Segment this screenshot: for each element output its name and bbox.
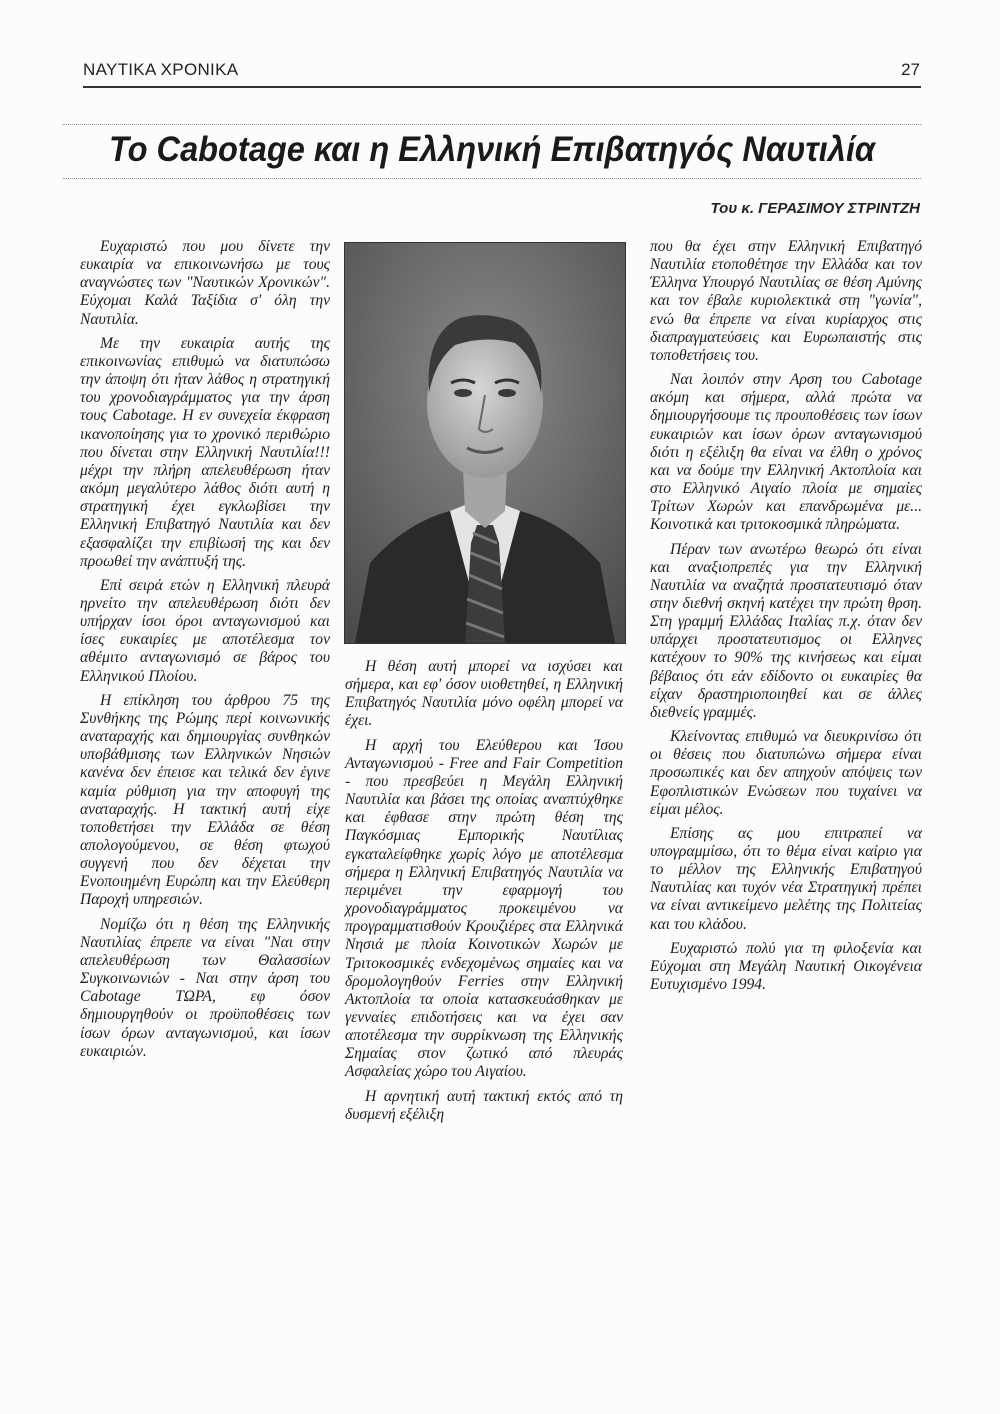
paragraph: Η θέση αυτή μπορεί να ισχύσει και σήμερα, και εφ' όσον υιοθετηθεί, η Ελληνική Επιβατηγός Ναυτιλία μόνο οφέλη μπορεί να έχει.: [345, 658, 623, 730]
article-author: Του κ. ΓΕΡΑΣΙΜΟΥ ΣΤΡΙΝΤΖΗ: [710, 200, 920, 217]
paragraph: Η αρχή του Ελεύθερου και Ίσου Ανταγωνισμού - Free and Fair Competition - που πρεσβεύει η Μεγάλη Ελληνική Ναυτιλία και βάσει της οποίας αναπτύχθηκε και έφθασε στην πρώτη θέση της Παγκόσμιας Εμπορικής Ναυτίλιας εγκαταλείφθηκε χωρίς λόγο με αποτέλεσμα σήμερα η Ελληνική Επιβατηγός Ναυτιλία να περιμένει την εφαρμογή του χρονοδιαγράμματος προκειμένου να προγραμματισθούν Κρουζιέρες στα Ελληνικά Νησιά με πλοία Κοινοτικών Χωρών με Τριτοκοσμικές ενδεχομένως σημαίες και να δρομολογηθούν Ferries στην Ελληνική Ακτοπλοία τα οποία κατασκευάσθηκαν με γενναίες επιδοτήσεις και να έχει σαν αποτέλεσμα την συρρίκνωση της Ελληνικής Σημαίας στον ζωτικό από πλευράς Ασφαλείας χώρο του Αιγαίου.: [345, 736, 623, 1081]
text-column-1: [80, 238, 330, 1067]
publication-name: ΝΑΥΤΙΚΑ ΧΡΟΝΙΚΑ: [83, 60, 239, 79]
header-rule: [83, 86, 921, 88]
paragraph: Κλείνοντας επιθυμώ να διευκρινίσω ότι οι θέσεις που διατυπώνω σήμερα είναι προσωπικές και δεν απηχούν απόψεις των Εφοπλιστικών Ενώσεων που τυχαίνει να είμαι μέλος.: [650, 728, 922, 818]
text-column-3: [650, 238, 922, 1000]
paragraph: Η αρνητική αυτή τακτική εκτός από τη δυσμενή εξέλιξη: [345, 1087, 623, 1123]
paragraph: Νομίζω ότι η θέση της Ελληνικής Ναυτιλίας έπρεπε να είναι "Ναι στην απελευθέρωση των Θαλασσίων Συγκοινωνιών - Ναι στην άρση του Cabotage ΤΩΡΑ, εφ όσον δημιουργηθούν οι προϋποθέσεις των ίσων όρων ανταγωνισμού, και ίσων ευκαιριών.: [80, 915, 330, 1060]
paragraph: Με την ευκαιρία αυτής της επικοινωνίας επιθυμώ να διατυπώσω την άποψη ότι ήταν λάθος η στρατηγική του χρονοδιαγράμματος για την άρση τους Cabotage. Η εν συνεχεία έκφραση ικανοποίησης για το χρονικό περιθώριο που δίνεται στην Ελληνική Ναυτιλία!!! μέχρι την πλήρη απελευθέρωση ήταν ακόμη μεγαλύτερο λάθος διότι αυτή η στρατηγική έχει εγκλωβίσει την Ελληνική Επιβατηγό Ναυτιλία και δεν εξασφαλίζει την επιβίωσή της και δεν προωθεί την ανάπτυξή της.: [80, 334, 330, 570]
paragraph: Πέραν των ανωτέρω θεωρώ ότι είναι και αναξιοπρεπές για την Ελληνική Ναυτιλία να αναζητά προστατευτισμό όταν στην διεθνή σκηνή κατέχει την πρώτη θρση. Στη γραμμή Ελλάδας Ιταλίας π.χ. όταν δεν υπάρχει προστατευτισμος οι Ελληνες κατέχουν το 90% της κινήσεως και είμαι βέβαιος ότι εάν εδίδοντο οι ευκαιρίες θα είχαν δραστηριοποιηθεί και σε άλλες διεθνείς γραμμές.: [650, 540, 922, 721]
portrait-photo: [344, 242, 626, 644]
paragraph: Ευχαριστώ πολύ για τη φιλοξενία και Εύχομαι στη Μεγάλη Ναυτική Οικογένεια Ευτυχισμένο 1994.: [650, 939, 922, 994]
article-title: To Cabotage και η Ελληνική Επιβατηγός Ναυτιλία: [108, 130, 876, 169]
paragraph: Επί σειρά ετών η Ελληνική πλευρά ηρνείτο την απελευθέρωση διότι δεν υπήρχαν ίσοι όροι ανταγωνισμού και ίσες ευκαιρίες με αποτέλεσμα τον αθέμιτο ανταγωνισμό σε βάρος του Ελληνικού Πλοίου.: [80, 576, 330, 685]
title-rule-top: [63, 124, 921, 125]
paragraph: Επίσης ας μου επιτραπεί να υπογραμμίσω, ότι το θέμα είναι καίριο για το μέλλον της Ελληνικής Επιβατηγού Ναυτιλίας και τυχόν νέα Στρατηγική πρέπει να είναι αντικείμενο μελέτης της Πολιτείας και του κλάδου.: [650, 824, 922, 933]
portrait-photo-icon: [345, 243, 625, 643]
title-rule-bottom: [63, 178, 921, 179]
paragraph: που θα έχει στην Ελληνική Επιβατηγό Ναυτιλία ετοποθέτησε την Ελλάδα και τον Έλληνα Υπουργό Ναυτιλίας σε θέση Αμύνης και τον έβαλε κυριολεκτικά στη "γωνία", ενώ θα έπρεπε να είναι κυρίαρχος στις διαπραγματεύσεις και Ευρωπαιστής στις τοποθετήσεις του.: [650, 238, 922, 364]
paragraph: Ευχαριστώ που μου δίνετε την ευκαιρία να επικοινωνήσω με τους αναγνώστες των "Ναυτικών Χρονικών". Εύχομαι Καλά Ταξίδια σ' όλη την Ναυτιλία.: [80, 238, 330, 328]
text-column-2: [345, 658, 623, 1130]
page-number: 27: [901, 60, 920, 79]
paragraph: Ναι λοιπόν στην Αρση του Cabotage ακόμη και σήμερα, αλλά πρώτα να δημιουργήσουμε τις προυποθέσεις των ίσων ευκαιριών και ίσων όρων ανταγωνισμού διότι η εξέλιξη θα είναι να έλθη ο χρόνος και να δούμε την Ελληνική Ακτοπλοία και στο Ελληνικό Αιγαίο πλοία με σημαίες Τρίτων Χωρών και επανδρωμένα με... Κοινοτικά και τριτοκοσμικά πληρώματα.: [650, 371, 922, 534]
paragraph: Η επίκληση του άρθρου 75 της Συνθήκης της Ρώμης περί κοινωνικής αναταραχής και δημιουργίας συνθηκών υποβάθμισης των Ελληνικών Νησιών κανένα δεν έπεισε και τελικά δεν έγινε καμία ρύθμιση για την αποφυγή της αναταραχής. Η τακτική αυτή είχε τοποθετήσει την Ελλάδα σε θέση απολογούμενου, σε θέση φτωχού συγγενή που δεν δέχεται την Ενοποιημένη Ευρώπη και την Ελεύθερη Παροχή υπηρεσιών.: [80, 691, 330, 909]
